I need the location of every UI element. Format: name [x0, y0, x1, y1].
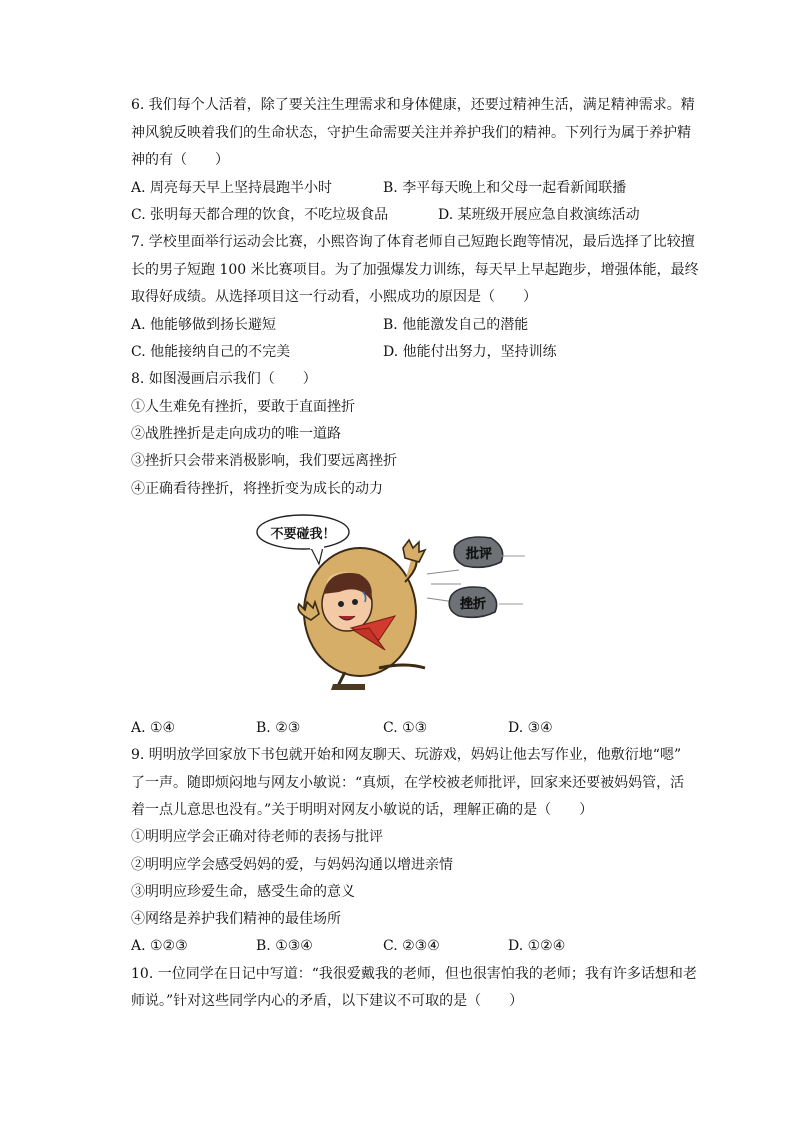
q6-option-a: A. 周亮每天早上坚持晨跑半小时: [131, 180, 333, 196]
q8-option-b: B. ②③: [256, 720, 301, 736]
q9-statement-4: ④网络是养护我们精神的最佳场所: [131, 911, 341, 927]
q6-stem-line3: 神的有（ ）: [131, 152, 229, 168]
q10-stem-line2: 师说。”针对这些同学内心的矛盾，以下建议不可取的是（ ）: [131, 993, 524, 1009]
q9-statement-2: ②明明应学会感受妈妈的爱，与妈妈沟通以增进亲情: [131, 857, 453, 873]
q9-option-a: A. ①②③: [131, 938, 188, 954]
q7-option-d: D. 他能付出努力，坚持训练: [383, 344, 557, 360]
q10-stem-line1: 10. 一位同学在日记中写道：“我很爱戴我的老师，但也很害怕我的老师；我有许多话想和老: [131, 966, 697, 982]
q8-stem: 8. 如图漫画启示我们（ ）: [131, 371, 317, 387]
q8-option-a: A. ①④: [131, 720, 176, 736]
q9-option-c: C. ②③④: [383, 938, 440, 954]
q8-statement-3: ③挫折只会带来消极影响，我们要远离挫折: [131, 453, 397, 469]
cartoon-drawing: [255, 512, 535, 692]
q8-option-c: C. ①③: [383, 720, 428, 736]
cartoon-illustration: [255, 512, 535, 692]
q6-stem-line2: 神风貌反映着我们的生命状态，守护生命需要关注并养护我们的精神。下列行为属于养护精: [131, 125, 691, 141]
stone-criticism-label: 批评: [465, 547, 493, 562]
q9-statement-1: ①明明应学会正确对待老师的表扬与批评: [131, 829, 383, 845]
q7-option-b: B. 他能激发自己的潜能: [383, 317, 529, 333]
q9-stem-line2: 了一声。随即烦闷地与网友小敏说：“真烦，在学校被老师批评，回家来还要被妈妈管，活: [131, 775, 685, 791]
stone-setback-label: 挫折: [459, 597, 487, 612]
q6-option-d: D. 某班级开展应急自救演练活动: [438, 207, 640, 223]
q7-stem-line2: 长的男子短跑 100 米比赛项目。为了加强爆发力训练，每天早上早起跑步，增强体能，最终: [131, 262, 699, 278]
q8-statement-4: ④正确看待挫折，将挫折变为成长的动力: [131, 481, 383, 497]
q9-stem-line1: 9. 明明放学回家放下书包就开始和网友聊天、玩游戏，妈妈让他去写作业，他敷衍地“嗯”: [131, 747, 682, 763]
q6-option-b: B. 李平每天晚上和父母一起看新闻联播: [383, 180, 627, 196]
q6-option-c: C. 张明每天都合理的饮食，不吃垃圾食品: [131, 207, 389, 223]
q9-stem-line3: 着一点儿意思也没有。”关于明明对网友小敏说的话，理解正确的是（ ）: [131, 802, 594, 818]
q9-option-b: B. ①③④: [256, 938, 313, 954]
q6-stem-line1: 6. 我们每个人活着，除了要关注生理需求和身体健康，还要过精神生活，满足精神需求。精: [131, 97, 695, 113]
q8-statement-1: ①人生难免有挫折，要敢于直面挫折: [131, 399, 355, 415]
q7-stem-line3: 取得好成绩。从选择项目这一行动看，小熙成功的原因是（ ）: [131, 289, 537, 305]
q8-statement-2: ②战胜挫折是走向成功的唯一道路: [131, 426, 341, 442]
q8-option-d: D. ③④: [508, 720, 553, 736]
q9-statement-3: ③明明应珍爱生命，感受生命的意义: [131, 884, 355, 900]
speech-bubble-text: 不要碰我！: [270, 527, 336, 542]
q7-option-c: C. 他能接纳自己的不完美: [131, 344, 291, 360]
q7-option-a: A. 他能够做到扬长避短: [131, 317, 277, 333]
q7-stem-line1: 7. 学校里面举行运动会比赛，小熙咨询了体育老师自己短跑长跑等情况，最后选择了比较擅: [131, 234, 695, 250]
q9-option-d: D. ①②④: [508, 938, 566, 954]
